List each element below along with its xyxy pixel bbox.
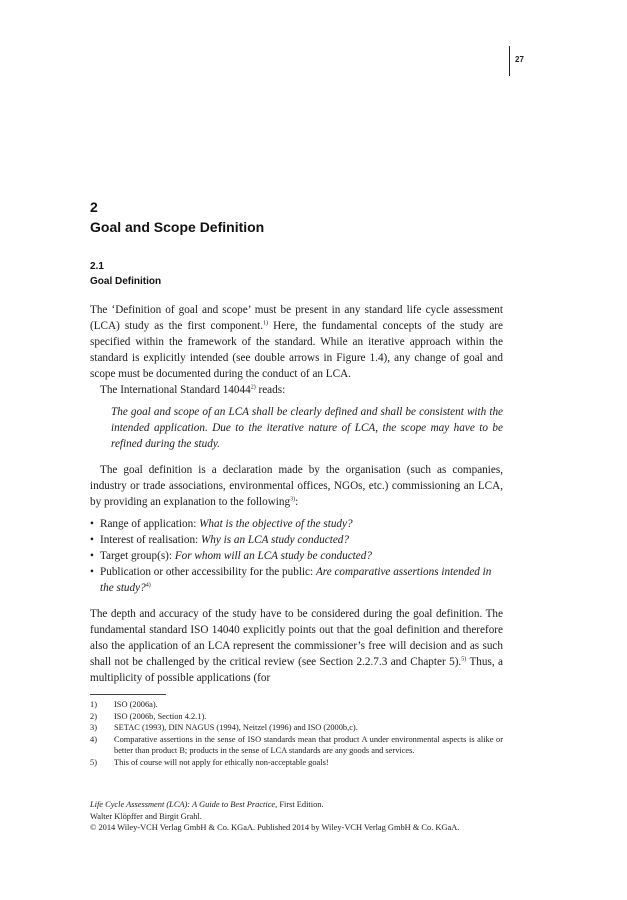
paragraph-1-block xyxy=(90,302,503,398)
footnote-ref-4[interactable]: 4) xyxy=(145,582,151,589)
footnote: 4) Comparative assertions in the sense of ISO standards mean that product A under environmental aspects is alike or better than product B; products in the sense of LCA standards are any goods and services. xyxy=(90,734,503,755)
page-number: 27 xyxy=(515,55,524,64)
footnote: 5) This of course will not apply for ethically non-acceptable goals! xyxy=(90,757,329,767)
footnote-ref-5[interactable]: 5) xyxy=(461,656,467,663)
paragraph-3-block xyxy=(90,462,503,510)
footnotes xyxy=(90,699,503,768)
bullet-item: • Target group(s): For whom will an LCA study be conducted? xyxy=(90,550,372,562)
colophon xyxy=(90,799,510,834)
footnote-ref-1[interactable]: 1) xyxy=(263,320,269,327)
page-number-rule xyxy=(509,46,510,76)
footnote-ref-2[interactable]: 2) xyxy=(250,384,256,391)
bullet-item: • Publication or other accessibility for the public: Are comparative assertions intended in the study?$^{4)}$ xyxy=(90,566,492,594)
footnote: 1) ISO (2006a). xyxy=(90,700,158,709)
bullet-list xyxy=(90,516,503,596)
copyright: © 2014 Wiley-VCH Verlag GmbH & Co. KGaA. Published 2014 by Wiley-VCH Verlag GmbH & Co. KGaA. xyxy=(90,823,460,832)
section-title: Goal Definition xyxy=(90,276,162,287)
footnote: 2) ISO (2006b, Section 4.2.1). xyxy=(90,711,207,721)
paragraph-4-block xyxy=(90,606,503,686)
paragraph-4: The depth and accuracy of the study have to be considered during the goal definition. The fundamental standard ISO 14040 explicitly points out that the goal definition and therefore also the application of an LCA represent the commissioner’s free will decision and as such shall not be challenged by the critical review (see Section 2.2.7.3 and Chapter 5).$^{5)}$ Thus, a multiplicity of possible applications (for xyxy=(90,608,504,684)
paragraph-2: The International Standard 14044$^{2)}$ reads: xyxy=(100,384,286,396)
section-number: 2.1 xyxy=(90,261,104,272)
block-quote: The goal and scope of an LCA shall be clearly defined and shall be consistent with the intended application. Due to the iterative nature of LCA, the scope may have to be refined during the study. xyxy=(111,406,503,450)
bullet-item: • Interest of realisation: Why is an LCA study conducted? xyxy=(90,534,349,546)
book-citation: Life Cycle Assessment (LCA): A Guide to Best Practice, First Edition. xyxy=(90,800,324,809)
chapter-title: Goal and Scope Definition xyxy=(90,219,265,235)
footnote-ref-3[interactable]: 3) xyxy=(290,496,296,503)
paragraph-3: The goal definition is a declaration made by the organisation (such as companies, industry or trade associations, environmental offices, NGOs, etc.) commissioning an LCA, by providing an explanation to the following$^{3)}$: xyxy=(90,464,503,508)
footnote-divider xyxy=(90,694,166,695)
bullet-item: • Range of application: What is the objective of the study? xyxy=(90,518,353,530)
paragraph-1: The ‘Definition of goal and scope’ must be present in any standard life cycle assessment (LCA) study as the first component.$^{1)}$ Here, the fundamental concepts of the study are specified within the framework of the standard. While an iterative approach within the standard is explicitly intended (see double arrows in Figure 1.4), any change of goal and scope must be documented during the conduct of an LCA. xyxy=(90,304,503,380)
authors: Walter Klöpffer and Birgit Grahl. xyxy=(90,811,202,821)
chapter-number: 2 xyxy=(90,199,98,215)
footnote: 3) SETAC (1993), DIN NAGUS (1994), Neitzel (1996) and ISO (2000b,c). xyxy=(90,723,358,732)
